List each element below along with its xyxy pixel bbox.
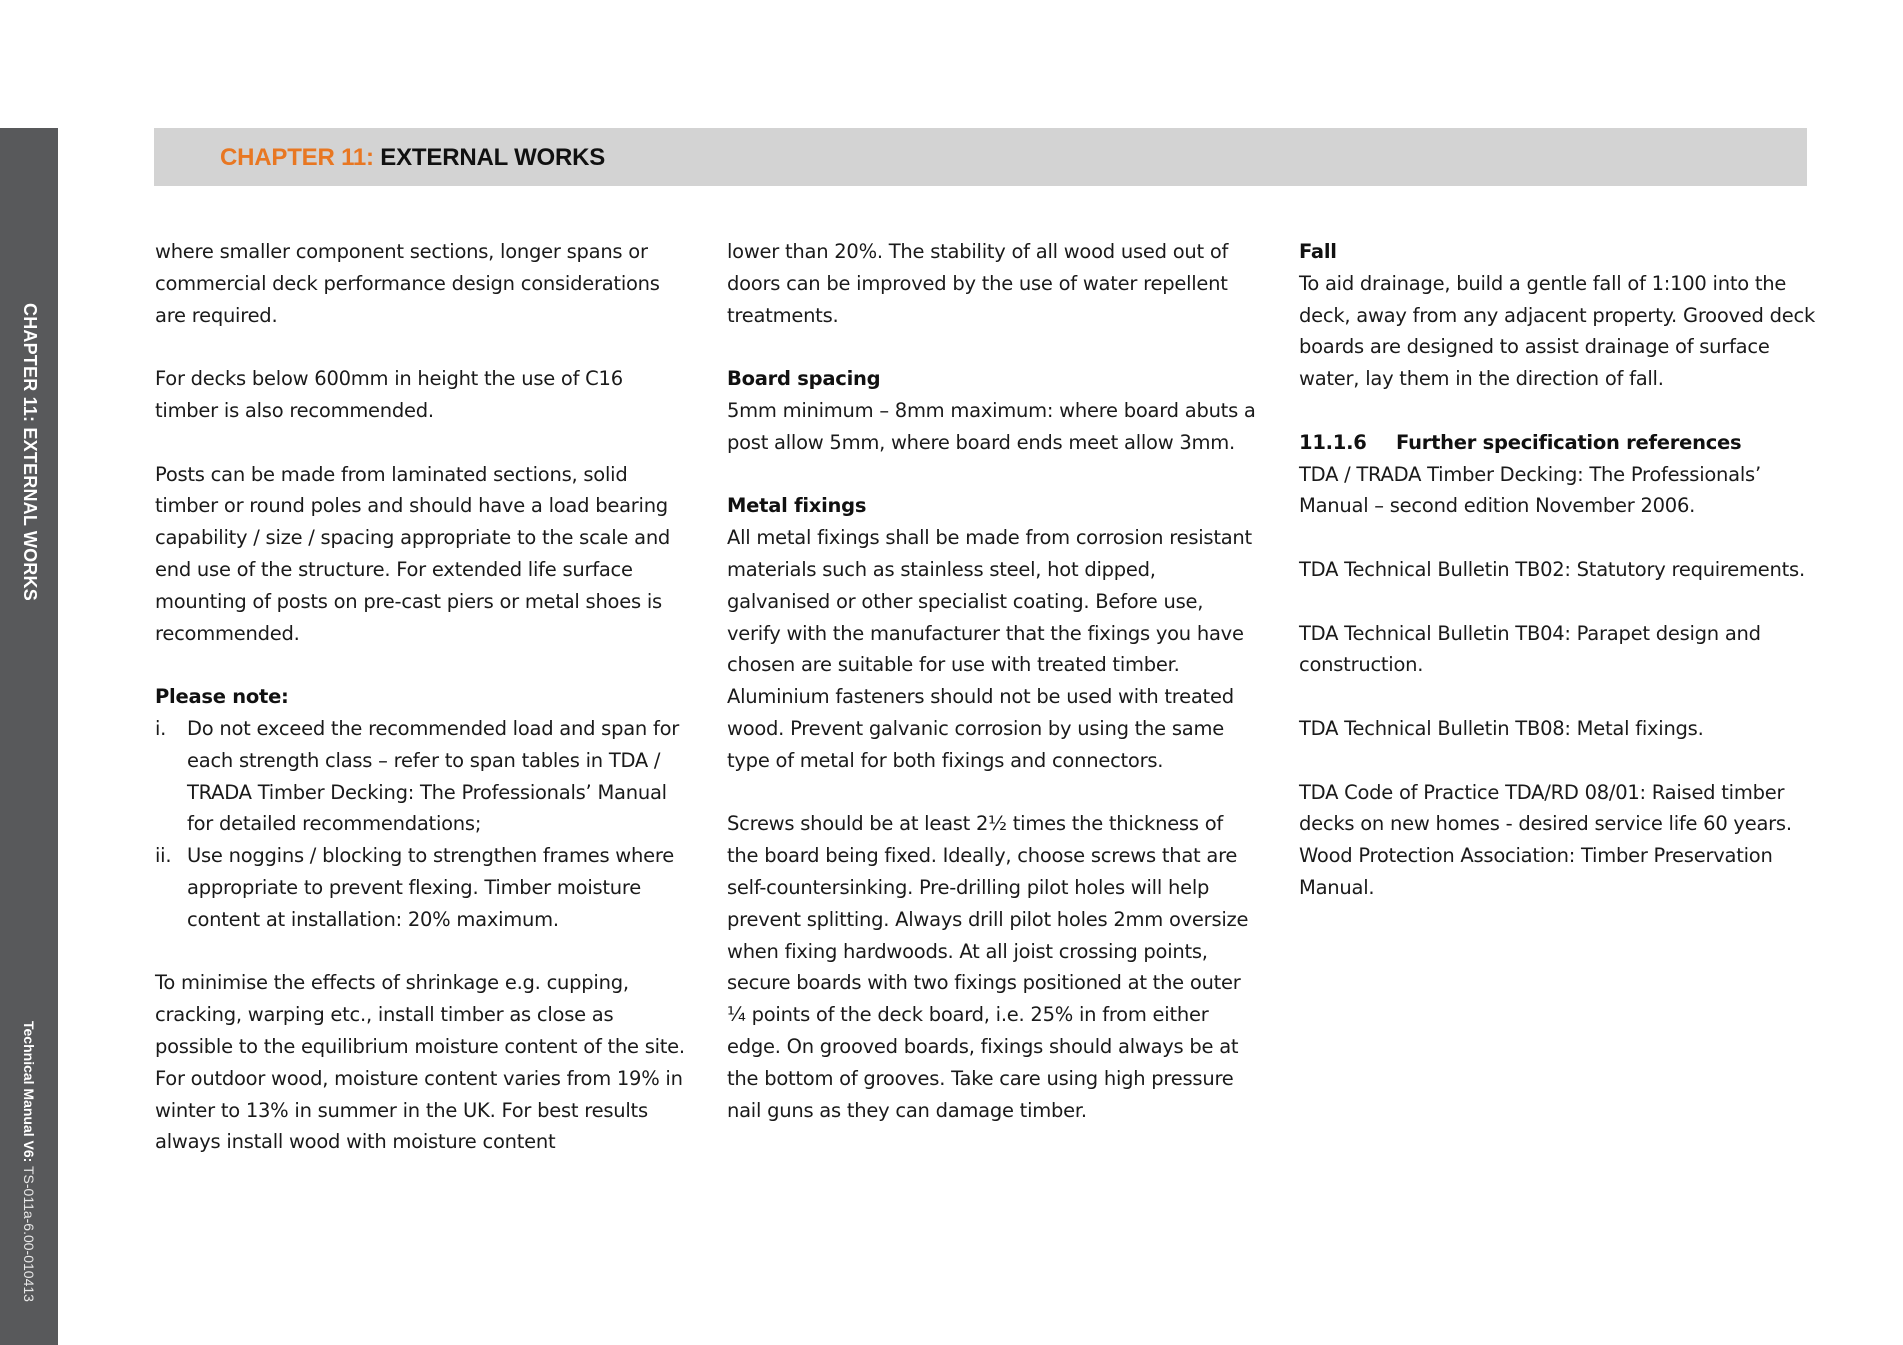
section-heading	[1299, 427, 1819, 459]
document-code: TS-011a-6.00-010413	[21, 1162, 37, 1302]
chapter-number: CHAPTER 11:	[220, 144, 374, 171]
section-number: 11.1.6	[1299, 430, 1367, 454]
metal-fixings-heading: Metal fixings	[727, 494, 867, 518]
reference-item: Wood Protection Association: Timber Preservation Manual.	[1299, 844, 1773, 899]
text-column-1	[155, 236, 685, 1190]
paragraph: To minimise the effects of shrinkage e.g. cupping, cracking, warping etc., install timber as close as possible to the equilibrium moisture content of the site. For outdoor wood, moisture content varies from 19% in winter to 13% in summer in the UK. For best results always install wood with moisture content	[155, 971, 685, 1154]
paragraph: Posts can be made from laminated sections, solid timber or round poles and should have a load bearing capability / size / spacing appropriate to the scale and end use of the structure. For extended life surface mounting of posts on pre-cast piers or metal shoes is recommended.	[155, 462, 671, 645]
chapter-header-bar	[154, 128, 1807, 186]
section-title: Further specification references	[1396, 430, 1742, 454]
board-spacing-heading: Board spacing	[727, 367, 881, 391]
list-item-text: Use noggins / blocking to strengthen frames where appropriate to prevent flexing. Timber moisture content at installation: 20% maximum.	[187, 844, 674, 931]
sidebar-chapter-label: CHAPTER 11: EXTERNAL WORKS	[20, 303, 40, 601]
note-heading: Please note:	[155, 685, 289, 709]
fall-text: To aid drainage, build a gentle fall of 1:100 into the deck, away from any adjacent property. Grooved deck boards are designed to assist drainage of surface water, lay them in the direction of fall.	[1299, 271, 1816, 391]
fall-heading: Fall	[1299, 240, 1337, 263]
notes-list	[155, 713, 685, 936]
reference-item: TDA Technical Bulletin TB04: Parapet design and construction.	[1299, 621, 1761, 677]
paragraph: For decks below 600mm in height the use of C16 timber is also recommended.	[155, 367, 623, 422]
text-column-2	[727, 236, 1257, 1158]
reference-item: TDA / TRADA Timber Decking: The Professionals’ Manual – second edition November 2006.	[1299, 462, 1761, 518]
list-item	[155, 840, 685, 935]
chapter-name: EXTERNAL WORKS	[373, 144, 606, 171]
text-column-3	[1299, 236, 1819, 936]
list-marker: i.	[155, 716, 167, 740]
board-spacing-text: 5mm minimum – 8mm maximum: where board abuts a post allow 5mm, where board ends meet allow 3mm.	[727, 398, 1256, 454]
list-item	[155, 713, 685, 840]
paragraph: lower than 20%. The stability of all wood used out of doors can be improved by the use of water repellent treatments.	[727, 240, 1229, 327]
list-item-text: Do not exceed the recommended load and span for each strength class – refer to span tables in TDA / TRADA Timber Decking: The Professionals’ Manual for detailed recommendations;	[187, 716, 680, 836]
list-marker: ii.	[155, 844, 172, 868]
chapter-sidebar	[0, 128, 58, 1345]
manual-version-label: Technical Manual V6:	[21, 1021, 37, 1163]
paragraph: where smaller component sections, longer spans or commercial deck performance design considerations are required.	[155, 240, 660, 327]
screws-text: Screws should be at least 2½ times the thickness of the board being fixed. Ideally, choose screws that are self-countersinking. Pre-drilling pilot holes will help prevent splitting. Always drill pilot holes 2mm oversize when fixing hardwoods. At all joist crossing points, secure boards with two fixings positioned at the outer ¼ points of the deck board, i.e. 25% in from either edge. On grooved boards, fixings should always be at the bottom of grooves. Take care using high pressure nail guns as they can damage timber.	[727, 812, 1249, 1122]
reference-item: TDA Technical Bulletin TB08: Metal fixings.	[1299, 716, 1704, 740]
chapter-title	[220, 144, 605, 172]
reference-item: TDA Technical Bulletin TB02: Statutory requirements.	[1299, 557, 1805, 581]
metal-fixings-text: All metal fixings shall be made from corrosion resistant materials such as stainless steel, hot dipped, galvanised or other specialist coating. Before use, verify with the manufacturer that the fixings you have chosen are suitable for use with treated timber. Aluminium fasteners should not be used with treated wood. Prevent galvanic corrosion by using the same type of metal for both fixings and connectors.	[727, 526, 1252, 772]
sidebar-document-reference	[21, 1021, 37, 1302]
reference-item: TDA Code of Practice TDA/RD 08/01: Raised timber decks on new homes - desired service life 60 years.	[1299, 780, 1792, 836]
